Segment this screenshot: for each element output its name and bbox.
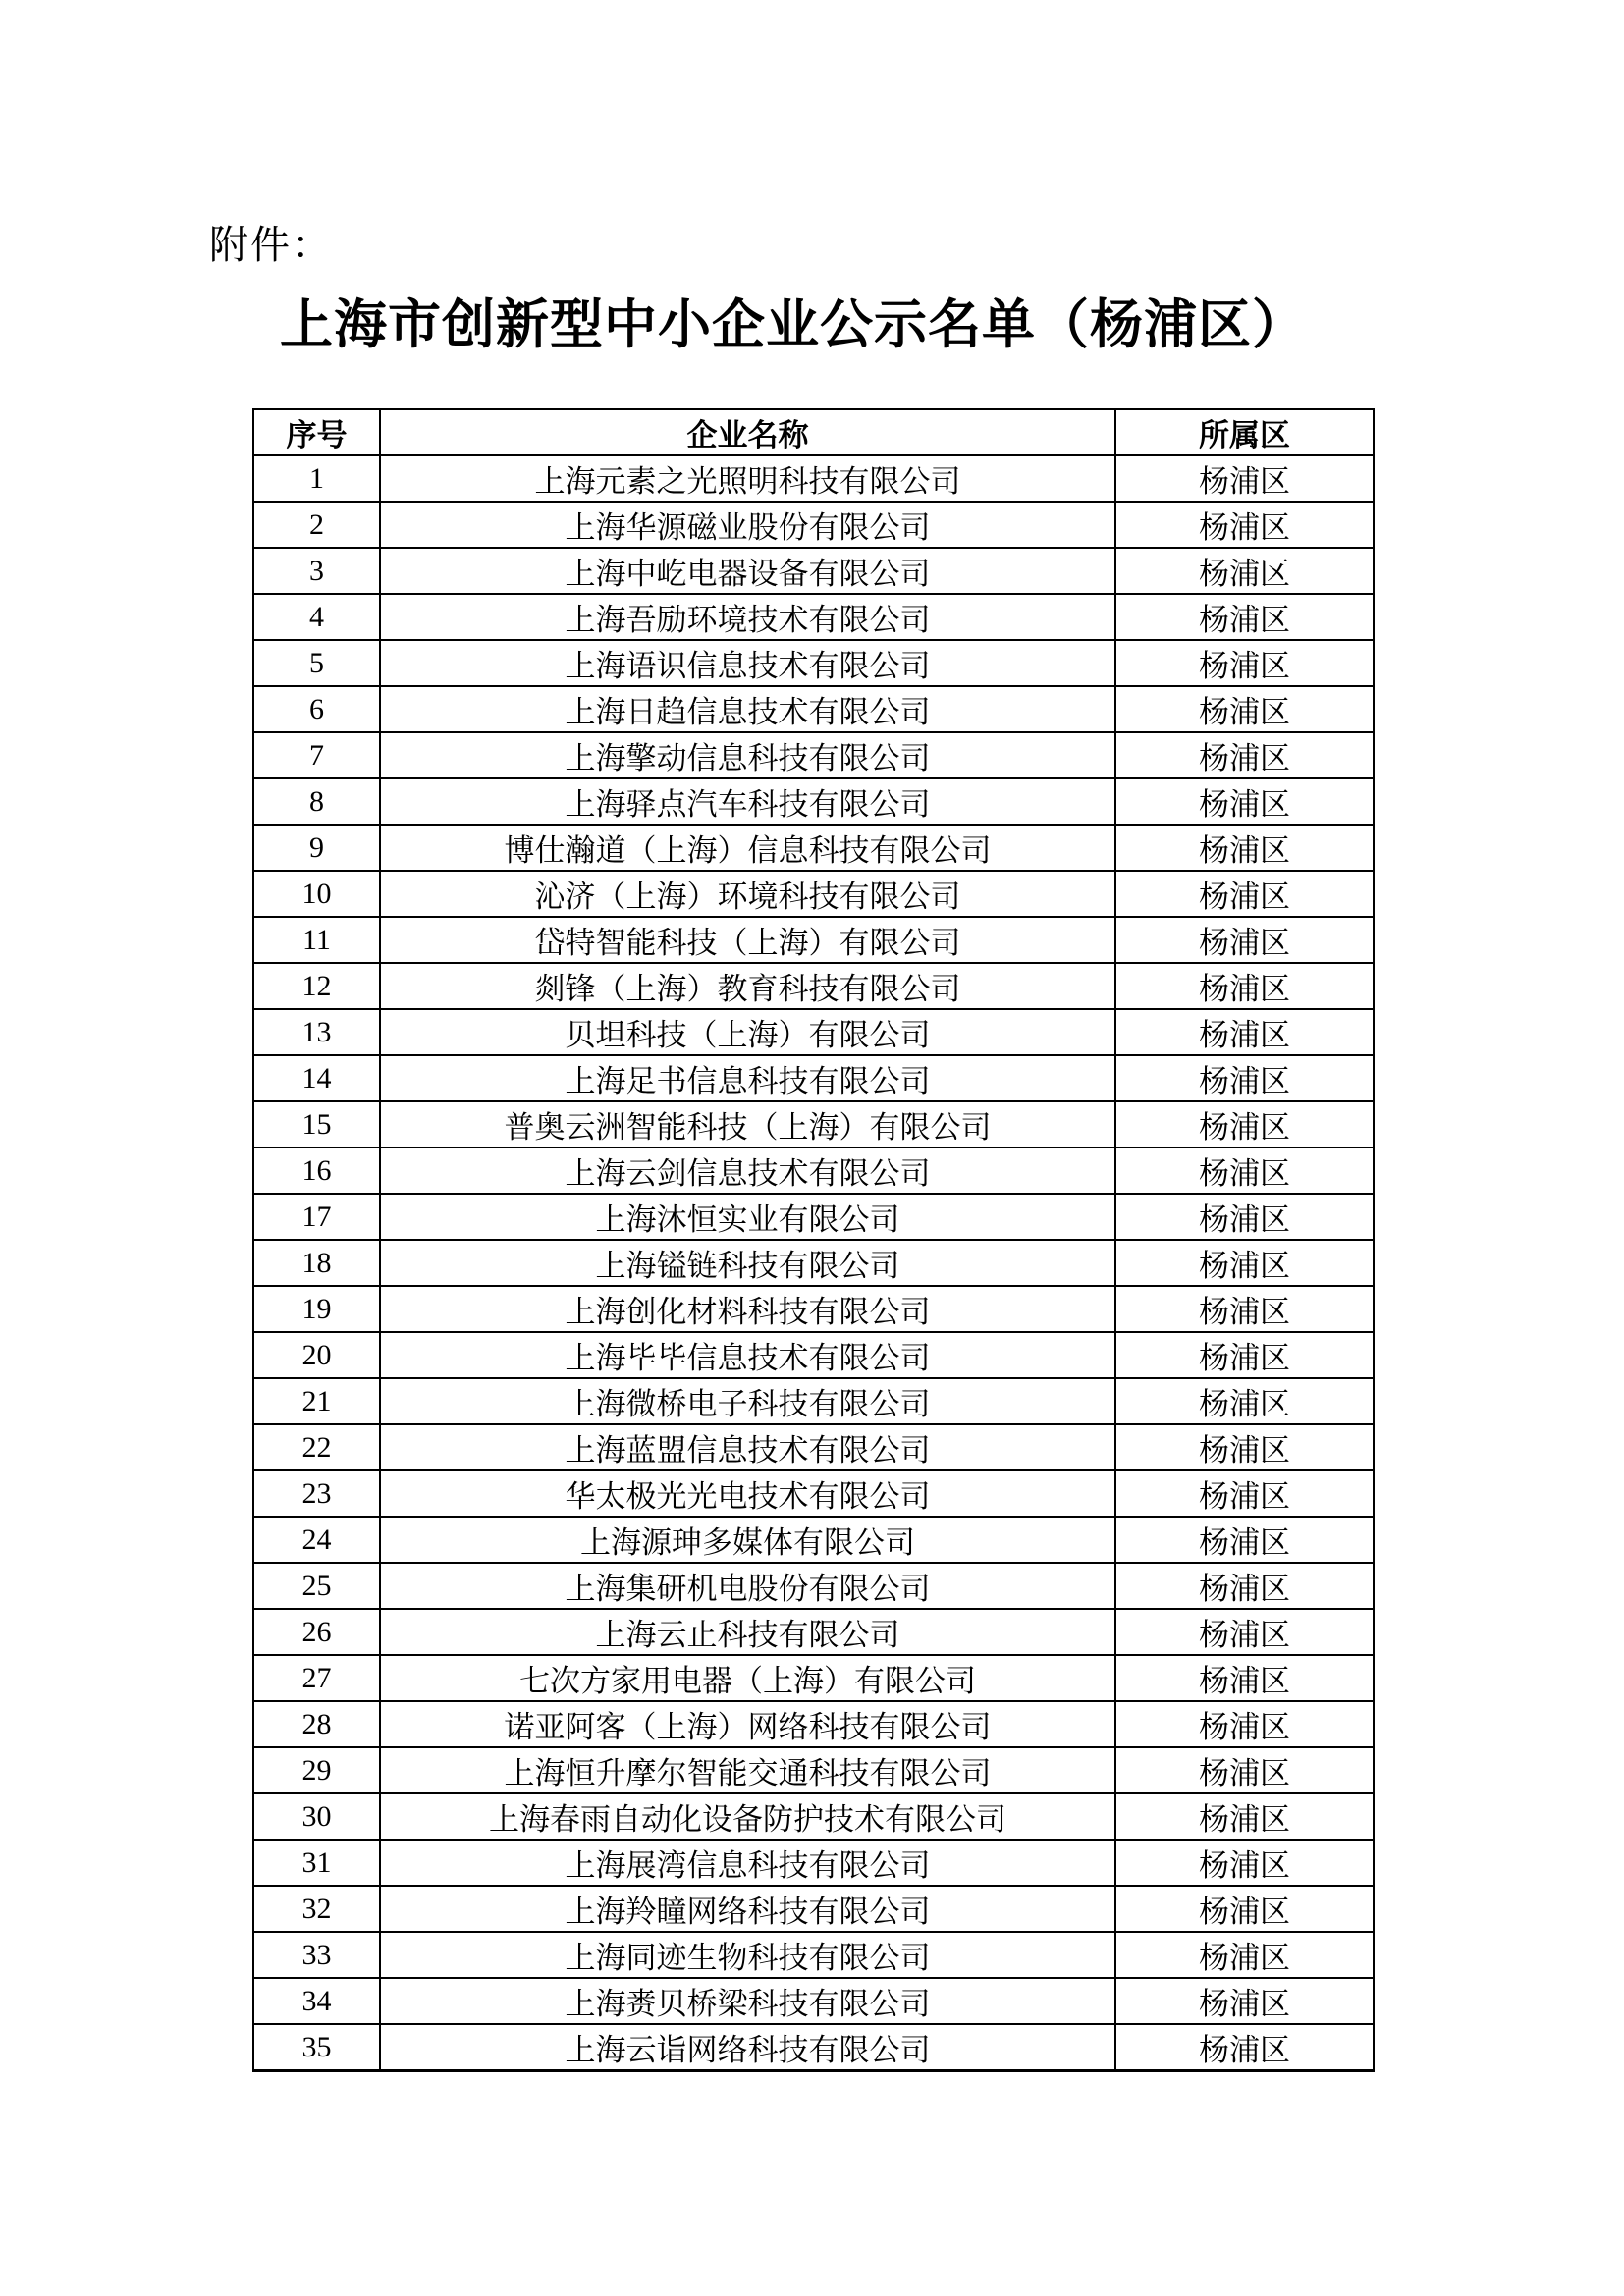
table-row <box>253 917 1374 963</box>
table-row <box>253 1286 1374 1332</box>
company-name-cell: 博仕瀚道（上海）信息科技有限公司 <box>380 825 1115 871</box>
table-row <box>253 1240 1374 1286</box>
table-row <box>253 1194 1374 1240</box>
district-cell: 杨浦区 <box>1115 640 1374 686</box>
district-cell: 杨浦区 <box>1115 502 1374 548</box>
company-name-cell: 上海展湾信息科技有限公司 <box>380 1840 1115 1886</box>
table-row <box>253 1563 1374 1609</box>
row-index-cell: 33 <box>253 1932 380 1978</box>
table-row <box>253 732 1374 778</box>
row-index-cell: 32 <box>253 1886 380 1932</box>
company-name-cell: 沁济（上海）环境科技有限公司 <box>380 871 1115 917</box>
table-row <box>253 1517 1374 1563</box>
row-index-cell: 18 <box>253 1240 380 1286</box>
table-row <box>253 871 1374 917</box>
row-index-cell: 29 <box>253 1747 380 1793</box>
column-header-district: 所属区 <box>1115 409 1374 455</box>
table-row <box>253 1701 1374 1747</box>
table-row <box>253 1886 1374 1932</box>
table-row <box>253 686 1374 732</box>
row-index-cell: 34 <box>253 1978 380 2024</box>
company-name-cell: 华太极光光电技术有限公司 <box>380 1470 1115 1517</box>
district-cell: 杨浦区 <box>1115 778 1374 825</box>
row-index-cell: 9 <box>253 825 380 871</box>
table-row <box>253 963 1374 1009</box>
district-cell: 杨浦区 <box>1115 963 1374 1009</box>
company-name-cell: 上海镒链科技有限公司 <box>380 1240 1115 1286</box>
district-cell: 杨浦区 <box>1115 1840 1374 1886</box>
row-index-cell: 20 <box>253 1332 380 1378</box>
district-cell: 杨浦区 <box>1115 1378 1374 1424</box>
table-row <box>253 1655 1374 1701</box>
district-cell: 杨浦区 <box>1115 1055 1374 1101</box>
row-index-cell: 26 <box>253 1609 380 1655</box>
district-cell: 杨浦区 <box>1115 871 1374 917</box>
district-cell: 杨浦区 <box>1115 686 1374 732</box>
table-row <box>253 1101 1374 1148</box>
row-index-cell: 13 <box>253 1009 380 1055</box>
row-index-cell: 35 <box>253 2024 380 2071</box>
row-index-cell: 28 <box>253 1701 380 1747</box>
company-name-cell: 上海华源磁业股份有限公司 <box>380 502 1115 548</box>
district-cell: 杨浦区 <box>1115 1609 1374 1655</box>
row-index-cell: 11 <box>253 917 380 963</box>
district-cell: 杨浦区 <box>1115 1194 1374 1240</box>
district-cell: 杨浦区 <box>1115 455 1374 502</box>
table-row <box>253 1424 1374 1470</box>
company-name-cell: 上海元素之光照明科技有限公司 <box>380 455 1115 502</box>
row-index-cell: 10 <box>253 871 380 917</box>
district-cell: 杨浦区 <box>1115 1978 1374 2024</box>
company-name-cell: 上海足书信息科技有限公司 <box>380 1055 1115 1101</box>
company-name-cell: 上海源珅多媒体有限公司 <box>380 1517 1115 1563</box>
district-cell: 杨浦区 <box>1115 1932 1374 1978</box>
company-name-cell: 上海沐恒实业有限公司 <box>380 1194 1115 1240</box>
district-cell: 杨浦区 <box>1115 1470 1374 1517</box>
attachment-label: 附件： <box>209 223 333 267</box>
table-row <box>253 548 1374 594</box>
table-row <box>253 1609 1374 1655</box>
row-index-cell: 3 <box>253 548 380 594</box>
column-header-company-name: 企业名称 <box>380 409 1115 455</box>
company-name-cell: 上海日趋信息技术有限公司 <box>380 686 1115 732</box>
district-cell: 杨浦区 <box>1115 548 1374 594</box>
district-cell: 杨浦区 <box>1115 1563 1374 1609</box>
table-row <box>253 1009 1374 1055</box>
company-name-cell: 诺亚阿客（上海）网络科技有限公司 <box>380 1701 1115 1747</box>
company-table-body <box>253 455 1374 2071</box>
table-row <box>253 1793 1374 1840</box>
company-table-header <box>253 409 1374 455</box>
row-index-cell: 31 <box>253 1840 380 1886</box>
company-name-cell: 上海云剑信息技术有限公司 <box>380 1148 1115 1194</box>
district-cell: 杨浦区 <box>1115 1886 1374 1932</box>
company-name-cell: 普奥云洲智能科技（上海）有限公司 <box>380 1101 1115 1148</box>
row-index-cell: 15 <box>253 1101 380 1148</box>
row-index-cell: 24 <box>253 1517 380 1563</box>
table-row <box>253 1332 1374 1378</box>
district-cell: 杨浦区 <box>1115 2024 1374 2071</box>
row-index-cell: 4 <box>253 594 380 640</box>
district-cell: 杨浦区 <box>1115 1286 1374 1332</box>
row-index-cell: 2 <box>253 502 380 548</box>
table-row <box>253 778 1374 825</box>
table-row <box>253 640 1374 686</box>
row-index-cell: 27 <box>253 1655 380 1701</box>
district-cell: 杨浦区 <box>1115 825 1374 871</box>
company-name-cell: 七次方家用电器（上海）有限公司 <box>380 1655 1115 1701</box>
column-header-index: 序号 <box>253 409 380 455</box>
row-index-cell: 17 <box>253 1194 380 1240</box>
row-index-cell: 6 <box>253 686 380 732</box>
company-name-cell: 上海蓝盟信息技术有限公司 <box>380 1424 1115 1470</box>
row-index-cell: 25 <box>253 1563 380 1609</box>
header-row <box>253 409 1374 455</box>
company-name-cell: 上海云止科技有限公司 <box>380 1609 1115 1655</box>
company-name-cell: 上海驿点汽车科技有限公司 <box>380 778 1115 825</box>
table-row <box>253 1747 1374 1793</box>
company-name-cell: 岱特智能科技（上海）有限公司 <box>380 917 1115 963</box>
company-name-cell: 上海语识信息技术有限公司 <box>380 640 1115 686</box>
district-cell: 杨浦区 <box>1115 1747 1374 1793</box>
table-row <box>253 1840 1374 1886</box>
company-name-cell: 上海同迹生物科技有限公司 <box>380 1932 1115 1978</box>
company-name-cell: 贝坦科技（上海）有限公司 <box>380 1009 1115 1055</box>
district-cell: 杨浦区 <box>1115 1655 1374 1701</box>
company-name-cell: 上海微桥电子科技有限公司 <box>380 1378 1115 1424</box>
district-cell: 杨浦区 <box>1115 594 1374 640</box>
company-name-cell: 上海恒升摩尔智能交通科技有限公司 <box>380 1747 1115 1793</box>
row-index-cell: 1 <box>253 455 380 502</box>
row-index-cell: 19 <box>253 1286 380 1332</box>
company-name-cell: 上海创化材料科技有限公司 <box>380 1286 1115 1332</box>
table-row <box>253 502 1374 548</box>
district-cell: 杨浦区 <box>1115 917 1374 963</box>
district-cell: 杨浦区 <box>1115 1148 1374 1194</box>
table-row <box>253 1978 1374 2024</box>
company-name-cell: 上海羚瞳网络科技有限公司 <box>380 1886 1115 1932</box>
district-cell: 杨浦区 <box>1115 1009 1374 1055</box>
table-row <box>253 455 1374 502</box>
row-index-cell: 21 <box>253 1378 380 1424</box>
company-name-cell: 上海擎动信息科技有限公司 <box>380 732 1115 778</box>
row-index-cell: 30 <box>253 1793 380 1840</box>
table-row <box>253 1470 1374 1517</box>
row-index-cell: 5 <box>253 640 380 686</box>
district-cell: 杨浦区 <box>1115 1517 1374 1563</box>
table-row <box>253 594 1374 640</box>
row-index-cell: 16 <box>253 1148 380 1194</box>
row-index-cell: 23 <box>253 1470 380 1517</box>
row-index-cell: 14 <box>253 1055 380 1101</box>
district-cell: 杨浦区 <box>1115 1701 1374 1747</box>
district-cell: 杨浦区 <box>1115 1332 1374 1378</box>
table-row <box>253 825 1374 871</box>
company-name-cell: 上海云诣网络科技有限公司 <box>380 2024 1115 2071</box>
company-name-cell: 上海集研机电股份有限公司 <box>380 1563 1115 1609</box>
district-cell: 杨浦区 <box>1115 1793 1374 1840</box>
row-index-cell: 12 <box>253 963 380 1009</box>
company-name-cell: 上海春雨自动化设备防护技术有限公司 <box>380 1793 1115 1840</box>
row-index-cell: 22 <box>253 1424 380 1470</box>
company-name-cell: 剡锋（上海）教育科技有限公司 <box>380 963 1115 1009</box>
table-row <box>253 2024 1374 2071</box>
row-index-cell: 8 <box>253 778 380 825</box>
district-cell: 杨浦区 <box>1115 732 1374 778</box>
district-cell: 杨浦区 <box>1115 1424 1374 1470</box>
row-index-cell: 7 <box>253 732 380 778</box>
company-name-cell: 上海赉贝桥梁科技有限公司 <box>380 1978 1115 2024</box>
company-name-cell: 上海吾励环境技术有限公司 <box>380 594 1115 640</box>
company-table <box>252 408 1375 2072</box>
table-row <box>253 1378 1374 1424</box>
page-title: 上海市创新型中小企业公示名单（杨浦区） <box>280 295 1306 354</box>
table-row <box>253 1055 1374 1101</box>
company-name-cell: 上海毕毕信息技术有限公司 <box>380 1332 1115 1378</box>
company-name-cell: 上海中屹电器设备有限公司 <box>380 548 1115 594</box>
table-row <box>253 1148 1374 1194</box>
district-cell: 杨浦区 <box>1115 1240 1374 1286</box>
table-row <box>253 1932 1374 1978</box>
district-cell: 杨浦区 <box>1115 1101 1374 1148</box>
